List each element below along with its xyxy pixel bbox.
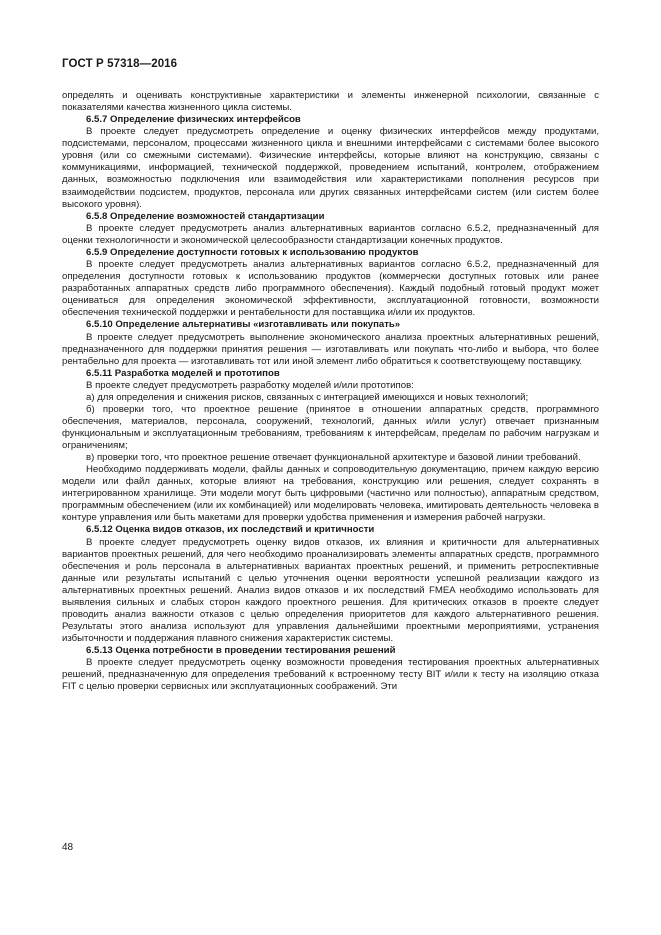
paragraph: В проекте следует предусмотреть выполнение экономического анализа проектных альтернативных решений, предназначенного для поддержки принятия решения — изготавливать или покупать что-либо и выбора, что более рентабельно для проекта — изготавливать тот или иной элемент либо обратиться к соответствующему поставщику.: [62, 331, 599, 367]
paragraph: В проекте следует предусмотреть анализ альтернативных вариантов согласно 6.5.2, предназначенный для оценки технологичности и экономической целесообразности стандартизации конечных продуктов.: [62, 222, 599, 246]
section-heading: 6.5.7 Определение физических интерфейсов: [86, 114, 301, 126]
section-heading: 6.5.10 Определение альтернативы «изготавливать или покупать»: [86, 319, 401, 331]
paragraph: В проекте следует предусмотреть разработку моделей и/или прототипов:: [86, 379, 414, 391]
intro-paragraph: определять и оценивать конструктивные характеристики и элементы инженерной психологии, связанные с показателями качества жизненного цикла системы.: [62, 90, 599, 114]
page-number: 48: [62, 842, 74, 853]
section-heading: 6.5.9 Определение доступности готовых к использованию продуктов: [86, 246, 419, 258]
list-item: б) проверки того, что проектное решение (принятое в отношении аппаратных средств, программного обеспечения, материалов, персонала, сооружений, технологий, данных и/или услуг) отвечает признанным функциональным и эксплуатационным требованиям, требованиям к интерфейсам, пределам по рабочим нагрузкам и ограничениям;: [62, 404, 599, 452]
section-heading: 6.5.13 Оценка потребности в проведении тестирования решений: [86, 645, 396, 657]
paragraph: В проекте следует предусмотреть определение и оценку физических интерфейсов между продуктами, подсистемами, персоналом, процессами жизненного цикла и внешними интерфейсами с системами более высокого уровня (или со смежными системами). Физические интерфейсы, которые влияют на конструкцию, связаны с коммуникациями, информацией, технической поддержкой, проведением испытаний, контролем, отображением данных, возможностью подключения или взаимодействия или характеристиками пополнения ресурсов при взаимодействии подсистем, продуктов, персонала или других связанных интерфейсами систем (или систем более высокого уровня).: [62, 126, 599, 210]
document-header: ГОСТ Р 57318—2016: [62, 58, 178, 70]
paragraph: В проекте следует предусмотреть анализ альтернативных вариантов согласно 6.5.2, предназначенный для определения доступности готовых к использованию продуктов (коммерчески доступных готовых или ранее разработанных аппаратных средств либо программного обеспечения). Каждый подобный готовый продукт может оцениваться для определения экономической эффективности, эксплуатационной готовности, возможности обеспечения технической поддержки и рентабельности для поставщика и/или их продуктов.: [62, 259, 599, 319]
paragraph: В проекте следует предусмотреть оценку видов отказов, их влияния и критичности для альтернативных вариантов проектных решений, для чего необходимо проанализировать элементы аппаратных средств, программного обеспечения и роль персонала в альтернативных вариантах проектных решений, и применить ретроспективные данные или результаты испытаний с целью уточнения оценки вероятности успешной реализации каждого из альтернативных проектных решений. Анализ видов отказов и их последствий FMEA необходимо использовать для выявления сильных и слабых сторон каждого проектного решения. Для критических отказов в проекте следует проводить анализ важности отказов с целью определения приоритетов для каждого альтернативного решения. Результаты этого анализа используют для управления дальнейшими проектными мероприятиями, устранения избыточности и поддержания плавного снижения характеристик системы.: [62, 536, 599, 645]
paragraph: В проекте следует предусмотреть оценку возможности проведения тестирования проектных альтернативных решений, предназначенную для определения требований к встроенному тесту BIT и/или к тесту на изоляцию отказа FIT с целью проверки сервисных или эксплуатационных соображений. Эти: [62, 657, 599, 693]
section-heading: 6.5.11 Разработка моделей и прототипов: [86, 367, 280, 379]
section-heading: 6.5.8 Определение возможностей стандартизации: [86, 210, 325, 222]
paragraph: Необходимо поддерживать модели, файлы данных и сопроводительную документацию, причем каждую версию модели или файл данных, которые влияют на требования, конструкцию или решения, следует сохранять в интегрированном хранилище. Эти модели могут быть цифровыми (частично или полностью), аппаратным средством, программным обеспечением (или их комбинацией) или моделировать человека, имитировать деятельность человека в контуре управления или быть макетами для проверки удобства применения и измерения рабочей нагрузки.: [62, 464, 599, 524]
list-item: в) проверки того, что проектное решение отвечает функциональной архитектуре и базовой линии требований.: [86, 452, 581, 464]
list-item: а) для определения и снижения рисков, связанных с интеграцией имеющихся и новых технологий;: [86, 391, 529, 403]
document-body: [62, 90, 599, 693]
section-heading: 6.5.12 Оценка видов отказов, их последствий и критичности: [86, 524, 375, 536]
